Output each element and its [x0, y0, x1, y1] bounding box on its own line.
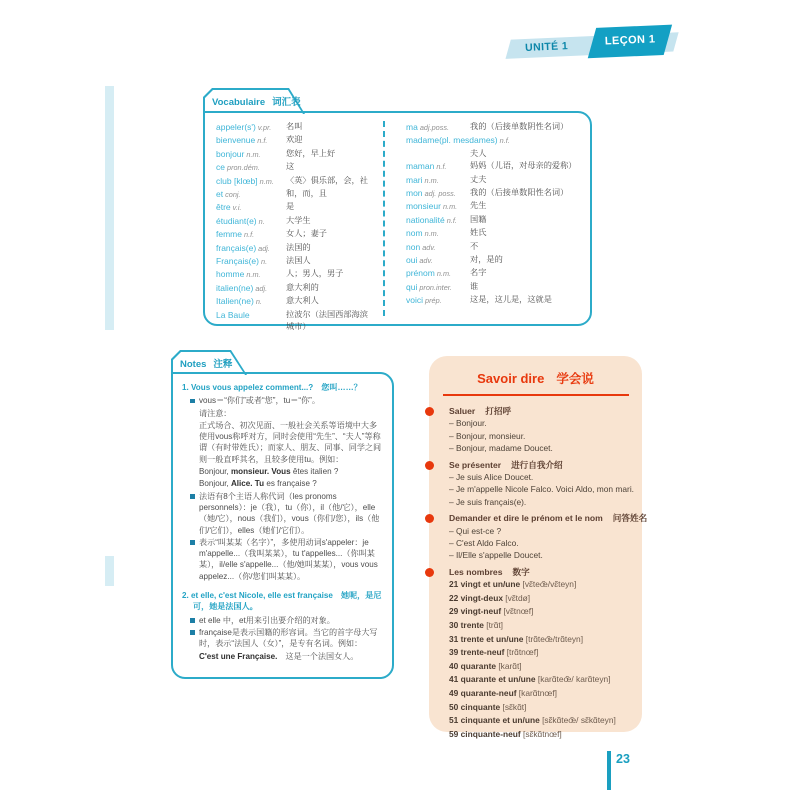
vocab-word — [406, 134, 510, 147]
number-line — [449, 701, 638, 715]
vocab-word-french: Italien(ne) — [216, 296, 254, 307]
number-line — [449, 673, 638, 687]
number-line — [449, 714, 638, 728]
vocab-meaning: 人；男人，男子 — [286, 269, 344, 279]
vocab-entry — [216, 282, 374, 295]
number-and-word: 50 cinquante — [449, 701, 501, 712]
vocab-entry — [216, 148, 374, 161]
vocab-word — [406, 241, 470, 254]
vocab-word-french: maman — [406, 161, 435, 172]
vocab-pos: adv. — [417, 256, 433, 266]
vocab-word — [216, 309, 286, 334]
page-number-bar — [607, 751, 611, 790]
note-example: C'est une Française. 这是一个法国女人。 — [199, 651, 359, 661]
vocab-meaning: 国籍 — [470, 214, 487, 224]
note-bullet: vous＝“你们”或者“您”，tu＝“你”。 — [190, 395, 385, 406]
vocab-meaning: 我的（后接单数阴性名词） — [470, 122, 569, 131]
vocab-entry — [216, 255, 374, 268]
vocab-word-french: mari — [406, 174, 423, 185]
vocab-meaning: 妈妈（儿语，对母亲的爱称） — [470, 161, 577, 171]
vocab-meaning: 这 — [286, 162, 295, 172]
dialogue-line: – Je suis Alice Doucet. — [449, 472, 534, 483]
vocab-meaning: 名叫 — [286, 122, 303, 131]
number-and-word: 39 trente-neuf — [449, 647, 505, 658]
note-item-number: 1. — [182, 383, 189, 392]
vocab-word — [216, 282, 286, 295]
vocab-pos: adj. poss. — [422, 189, 456, 199]
number-and-word: 22 vingt-deux — [449, 592, 503, 603]
ipa-transcription: [sɛ̃kɑ̃tnœf] — [520, 728, 562, 739]
savoir-dire-box — [429, 356, 648, 739]
vocab-meaning: 我的（后接单数阳性名词） — [470, 188, 569, 198]
ipa-transcription: [karɑ̃tnœf] — [516, 688, 557, 699]
note-bullet: et elle 中，et用来引出要介绍的对象。 — [190, 615, 385, 626]
ipa-transcription: [trɑ̃t] — [483, 620, 504, 631]
vocab-word — [216, 255, 286, 268]
savoir-dire-title-zh: 学会说 — [556, 372, 594, 386]
number-and-word: 49 quarante-neuf — [449, 688, 517, 699]
number-line — [449, 592, 638, 606]
ipa-transcription: [vɛ̃teœ̃/vɛ̃teyn] — [520, 579, 577, 590]
vocab-word-french: oui — [406, 255, 418, 266]
vocab-entry — [406, 254, 578, 267]
vocab-word-french: étudiant(e) — [216, 215, 257, 226]
vocab-meaning: 对，是的 — [470, 255, 503, 265]
vocab-word-french: mon — [406, 188, 423, 199]
vocab-pos: prép. — [423, 296, 442, 306]
vocab-word-french: ce — [216, 162, 225, 173]
vocab-word — [216, 295, 286, 308]
notes-title-zh: 注释 — [213, 359, 233, 370]
savoir-section-title — [449, 512, 648, 524]
vocab-meaning: 法国人 — [286, 256, 311, 266]
bullet-dot-icon — [425, 514, 434, 523]
ipa-transcription: [vɛ̃tnœf] — [501, 606, 534, 617]
bullet-dot-icon — [425, 568, 434, 577]
vocab-column-right — [406, 121, 578, 308]
vocab-meaning: 欢迎 — [286, 135, 303, 145]
vocab-word — [216, 268, 286, 281]
vocabulary-title-zh: 词汇表 — [272, 97, 301, 108]
ipa-transcription: [trɑ̃teœ̃/trɑ̃teyn] — [523, 633, 584, 644]
vocab-word — [406, 294, 470, 307]
page-edge-stripe-top — [105, 86, 114, 330]
vocab-meaning: 是 — [286, 202, 295, 212]
vocab-pos: n.f. — [497, 136, 510, 146]
number-line — [449, 646, 638, 660]
number-and-word: 41 quarante et un/une — [449, 674, 536, 685]
vocab-pos: n.m. — [257, 176, 274, 186]
vocab-entry — [406, 160, 578, 173]
notes-tab-label — [180, 356, 232, 370]
vocab-entry — [406, 267, 578, 280]
number-and-word: 31 trente et un/une — [449, 633, 524, 644]
dialogue-line: – Je suis français(e). — [449, 496, 527, 507]
savoir-section — [449, 566, 638, 742]
number-line — [449, 578, 638, 592]
vocab-word — [216, 215, 286, 228]
vocab-word-french: madame(pl. mesdames) — [406, 135, 498, 146]
savoir-section-title-zh: 打招呼 — [485, 406, 512, 416]
savoir-section — [449, 459, 638, 509]
vocab-entry — [216, 268, 374, 281]
vocab-word-french: bienvenue — [216, 135, 256, 146]
dialogue-line: – C'est Aldo Falco. — [449, 538, 519, 549]
note-item — [182, 382, 385, 582]
vocab-word-french: français(e) — [216, 242, 257, 253]
savoir-section-title-zh: 进行自我介绍 — [511, 459, 563, 470]
savoir-section-title-zh: 数字 — [512, 566, 530, 577]
vocab-entry — [216, 175, 374, 188]
vocab-entry — [216, 134, 374, 147]
vocab-pos: n.f. — [255, 136, 268, 146]
number-line — [449, 687, 638, 701]
vocab-pos: conj. — [223, 190, 241, 200]
vocab-meaning: 这是，这儿是，这就是 — [470, 295, 552, 305]
savoir-sections — [429, 405, 648, 741]
note-item-number: 2. — [182, 591, 189, 601]
vocab-meaning: 意大利的 — [286, 282, 319, 292]
number-and-word: 30 trente — [449, 620, 484, 631]
vocab-word — [406, 214, 470, 227]
savoir-section-title — [449, 459, 638, 471]
vocab-entry — [406, 174, 578, 187]
vocab-word-french: prénom — [406, 268, 435, 279]
bullet-dot-icon — [425, 407, 434, 416]
vocab-pos: adj. — [253, 283, 268, 293]
vocab-word-french: appeler(s') — [216, 122, 256, 132]
vocab-word-french: et — [216, 189, 224, 200]
vocab-word-french: homme — [216, 269, 245, 280]
savoir-section-title-fr: Demander et dire le prénom et le nom — [449, 513, 603, 524]
vocab-word — [406, 160, 470, 173]
notes-title-fr: Notes — [180, 359, 207, 370]
number-and-word: 21 vingt et un/une — [449, 579, 521, 590]
note-item-title: 2. et elle, c'est Nicole, elle est française 她呢，是尼可，她是法国人。 — [182, 591, 382, 612]
vocab-word — [406, 200, 470, 213]
vocab-word — [216, 121, 286, 134]
vocab-entry — [406, 241, 578, 254]
vocab-meaning: 先生 — [470, 201, 487, 211]
savoir-section — [449, 405, 638, 455]
savoir-section-title-fr: Saluer — [449, 406, 476, 416]
vocab-word-french: voici — [406, 295, 424, 306]
vocab-entry — [406, 121, 578, 134]
number-line — [449, 605, 638, 619]
number-and-word: 59 cinquante-neuf — [449, 728, 521, 739]
vocab-word — [216, 201, 286, 214]
ipa-transcription: [karɑ̃teœ̃/ karɑ̃teyn] — [535, 674, 611, 685]
vocab-pos: n. — [253, 297, 262, 307]
vocab-pos: n.m. — [434, 269, 452, 279]
vocab-entry — [216, 215, 374, 228]
vocabulary-title-fr: Vocabulaire — [212, 97, 266, 108]
vocab-word — [406, 187, 470, 200]
savoir-section-title-zh: 问答姓名 — [612, 513, 648, 524]
vocab-pos: n.m. — [440, 202, 458, 212]
ipa-transcription: [sɛ̃kɑ̃teœ̃/ sɛ̃kɑ̃teyn] — [539, 715, 616, 726]
vocab-entry — [406, 187, 578, 200]
vocab-pos: n. — [256, 216, 265, 226]
vocab-pos: v.pr. — [255, 123, 272, 132]
vocab-pos: pron.inter. — [417, 282, 452, 292]
vocab-word-french: nom — [406, 228, 423, 239]
page-edge-stripe-bottom — [105, 556, 114, 586]
notes-body — [182, 382, 385, 673]
vocab-pos: n.f. — [434, 162, 447, 172]
number-line — [449, 619, 638, 633]
vocab-word-french: monsieur — [406, 201, 441, 212]
bullet-dot-icon — [425, 461, 434, 470]
vocab-entry — [406, 281, 578, 294]
vocab-entry — [406, 227, 578, 240]
ipa-transcription: [trɑ̃tnœf] — [504, 647, 539, 658]
vocab-entry — [216, 201, 374, 214]
dialogue-line: – Bonjour, madame Doucet. — [449, 443, 553, 454]
savoir-section-title-fr: Se présenter — [449, 459, 502, 470]
ipa-transcription: [karɑ̃t] — [496, 660, 522, 671]
vocab-word — [406, 254, 470, 267]
note-bullet: 表示“叫某某（名字）”，多使用动词s'appeler：je m'appelle...（我叫某某），tu t'appelles...（你叫某某），il/elle s'appelle...（他/她叫某某），vous vous appelez...（你/您们叫某某）。 — [190, 537, 385, 582]
vocab-entry — [216, 228, 374, 241]
vocab-meaning: 谁 — [470, 281, 479, 291]
vocab-word — [216, 161, 286, 174]
dialogue-line: – Il/Elle s'appelle Doucet. — [449, 550, 543, 561]
note-plain: 请注意： — [199, 408, 232, 418]
vocab-word-french: qui — [406, 281, 418, 292]
vocabulary-box — [203, 111, 592, 332]
dialogue-line: – Je m'appelle Nicole Falco. Voici Aldo, mon mari. — [449, 484, 635, 495]
vocab-word — [406, 267, 470, 280]
dialogue-line: – Qui est-ce ? — [449, 525, 502, 536]
vocab-meaning: 您好，早上好 — [286, 148, 336, 158]
vocab-meaning: 意大利人 — [286, 296, 319, 306]
vocab-entry — [216, 242, 374, 255]
note-bullet: française是表示国籍的形容词。当它的首字母大写时，表示“法国人（女）”，是专有名词。例如： — [190, 627, 385, 650]
savoir-dire-rule — [443, 394, 629, 396]
vocabulary-tab-label — [212, 94, 301, 108]
number-and-word: 40 quarante — [449, 660, 497, 671]
vocab-pos: adj.poss. — [417, 123, 450, 132]
vocab-meaning: 不 — [470, 241, 479, 251]
vocab-word — [406, 227, 470, 240]
savoir-section-title — [449, 405, 638, 417]
vocab-word-french: La Baule — [216, 309, 250, 320]
vocab-entry — [406, 294, 578, 307]
vocab-entry — [216, 309, 374, 334]
vocab-pos: pron.dém. — [224, 163, 260, 173]
savoir-section — [449, 512, 648, 562]
vocab-meaning: 夫人 — [470, 148, 487, 158]
dialogue-line: – Bonjour, monsieur. — [449, 430, 526, 441]
vocab-meaning: 法国的 — [286, 242, 311, 252]
vocab-word-french: club [klœb] — [216, 175, 258, 186]
header-tabs — [507, 23, 680, 64]
vocab-word — [406, 281, 470, 294]
vocab-entry — [406, 200, 578, 213]
number-and-word: 29 vingt-neuf — [449, 606, 502, 617]
notes-box — [171, 372, 394, 679]
vocab-entry — [216, 188, 374, 201]
vocab-meaning: 拉波尔（法国西部海滨城市） — [286, 309, 368, 332]
vocab-meaning: 丈夫 — [470, 174, 487, 184]
savoir-section-title-fr: Les nombres — [449, 566, 503, 577]
vocab-entry — [216, 295, 374, 308]
vocab-pos: adv. — [420, 242, 436, 252]
vocab-word — [216, 188, 286, 201]
vocab-pos: adj. — [256, 243, 270, 253]
number-and-word: 51 cinquante et un/une — [449, 715, 540, 726]
number-line — [449, 660, 638, 674]
vocab-meaning: 大学生 — [286, 215, 311, 225]
vocab-pos: n.f. — [241, 230, 255, 240]
vocab-pos: n.m. — [422, 175, 439, 185]
vocab-word-french: bonjour — [216, 148, 245, 159]
vocab-word-french: italien(ne) — [216, 282, 254, 293]
vocab-word — [406, 174, 470, 187]
vocab-pos: n.f. — [444, 215, 457, 225]
vocab-word-french: Français(e) — [216, 256, 259, 267]
dialogue-line: – Bonjour. — [449, 418, 487, 429]
page-number: 23 — [616, 752, 630, 766]
vocab-pos: n.m. — [422, 229, 439, 239]
vocab-pos: n.m. — [244, 270, 261, 280]
vocab-entry — [406, 134, 578, 160]
vocab-meaning: 〈英〉俱乐部，会，社 — [286, 175, 368, 185]
vocab-pos: n.m. — [244, 149, 261, 159]
number-line — [449, 728, 638, 742]
vocab-word-french: femme — [216, 229, 242, 240]
note-item — [182, 590, 385, 662]
vocab-word-french: être — [216, 202, 231, 213]
ipa-transcription: [sɛ̃kɑ̃t] — [500, 701, 527, 712]
vocab-word — [216, 228, 286, 241]
number-line — [449, 633, 638, 647]
savoir-dire-title-fr: Savoir dire — [477, 371, 545, 386]
note-item-title: 1. Vous vous appelez comment...? 您叫……？ — [182, 383, 362, 392]
savoir-section-title — [449, 566, 638, 578]
vocabulary-column-divider — [383, 121, 385, 316]
vocab-pos: v.i. — [230, 203, 242, 213]
vocab-column-left — [216, 121, 374, 334]
note-example: Bonjour, monsieur. Vous êtes italien ? — [199, 467, 339, 477]
vocab-word — [216, 134, 286, 147]
lesson-tab-label: LEÇON 1 — [604, 33, 656, 48]
vocab-word — [216, 242, 286, 255]
ipa-transcription: [vɛ̃tdø] — [502, 592, 531, 603]
note-bullet: 法语有8个主语人称代词（les pronoms personnels）：je（我），tu（你），il（他/它），elle（她/它），nous（我们），vous（你们/您），ils（他们/它们），elles（她们/它们）。 — [190, 491, 385, 536]
vocab-meaning: 名字 — [470, 268, 487, 278]
vocab-word — [216, 175, 286, 188]
savoir-dire-header — [429, 356, 642, 388]
vocab-word — [406, 121, 470, 134]
vocab-entry — [216, 121, 374, 134]
vocab-word — [216, 148, 286, 161]
vocab-meaning: 女人；妻子 — [286, 229, 327, 239]
vocab-entry — [406, 214, 578, 227]
vocab-pos: n. — [258, 257, 268, 267]
unit-tab-label: UNITÉ 1 — [524, 40, 569, 55]
vocab-word-french: nationalité — [406, 214, 445, 225]
note-example: Bonjour, Alice. Tu es française ? — [199, 479, 317, 489]
vocab-meaning: 姓氏 — [470, 228, 487, 238]
vocab-meaning: 和，而，且 — [286, 189, 327, 199]
vocab-word-french: ma — [406, 122, 418, 132]
vocab-entry — [216, 161, 374, 174]
vocab-word-french: non — [406, 241, 421, 252]
note-plain: 正式场合、初次见面、一般社会关系等语境中大多使用vous称呼对方，同时会使用“先生”、“夫人”等称谓（有时带姓氏）；而家人、朋友、同事、同学之间则一般直呼其名，且较多使用tu。例如： — [199, 420, 382, 464]
